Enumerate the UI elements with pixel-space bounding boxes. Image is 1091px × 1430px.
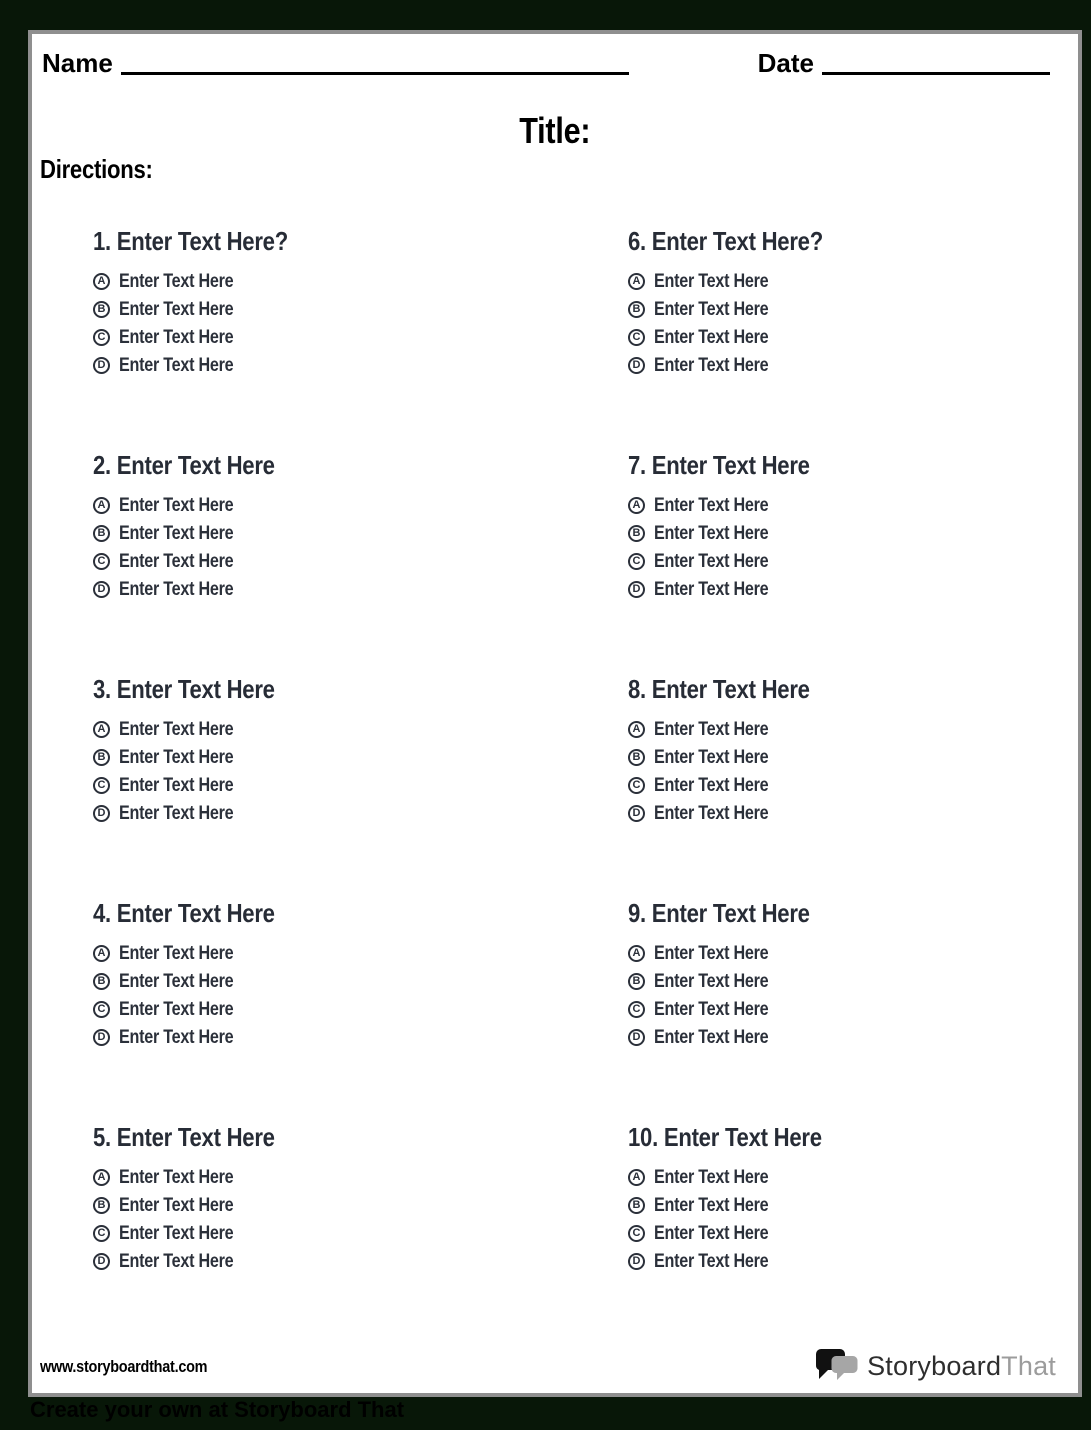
option-letter-badge: A [628, 945, 645, 962]
question-block-5 [93, 1124, 628, 1348]
option-letter-badge: C [628, 1225, 645, 1242]
option-letter-badge: B [628, 973, 645, 990]
answer-option [628, 995, 1088, 1023]
option-text: Enter Text Here [654, 718, 769, 740]
worksheet-page [28, 30, 1082, 1397]
option-text: Enter Text Here [119, 494, 234, 516]
question-block-1 [93, 228, 628, 452]
option-letter-badge: D [628, 581, 645, 598]
option-text: Enter Text Here [654, 298, 769, 320]
answer-option [93, 547, 628, 575]
logo-wordmark [867, 1351, 1056, 1382]
option-letter-badge: A [628, 273, 645, 290]
question-block-7 [628, 452, 1088, 676]
question-block-6 [628, 228, 1088, 452]
answer-option [93, 295, 628, 323]
question-block-4 [93, 900, 628, 1124]
option-letter-badge: B [628, 749, 645, 766]
option-letter-badge: B [628, 1197, 645, 1214]
option-text: Enter Text Here [119, 1250, 234, 1272]
option-letter-badge: D [628, 805, 645, 822]
option-letter-badge: C [628, 777, 645, 794]
answer-option [93, 519, 628, 547]
question-title [628, 1124, 1088, 1150]
title-row [32, 112, 1078, 150]
question-block-3 [93, 676, 628, 900]
option-text: Enter Text Here [654, 1194, 769, 1216]
answer-option [93, 715, 628, 743]
option-letter-badge: A [93, 497, 110, 514]
answer-option [628, 939, 1088, 967]
option-text: Enter Text Here [654, 550, 769, 572]
question-title-text: 5. Enter Text Here [93, 1122, 275, 1152]
option-text: Enter Text Here [119, 1026, 234, 1048]
option-text: Enter Text Here [119, 578, 234, 600]
option-text: Enter Text Here [654, 1250, 769, 1272]
question-title [93, 228, 628, 254]
option-letter-badge: A [93, 1169, 110, 1186]
question-title [628, 676, 1088, 702]
option-text: Enter Text Here [654, 578, 769, 600]
option-letter-badge: B [93, 301, 110, 318]
question-title-text: 4. Enter Text Here [93, 898, 275, 928]
answer-option [628, 575, 1088, 603]
answer-option [628, 491, 1088, 519]
question-title [93, 676, 628, 702]
option-letter-badge: B [93, 973, 110, 990]
answer-option [93, 1191, 628, 1219]
option-letter-badge: C [93, 777, 110, 794]
answer-option [628, 771, 1088, 799]
answer-option [628, 351, 1088, 379]
answer-option [93, 939, 628, 967]
option-text: Enter Text Here [119, 1222, 234, 1244]
option-text: Enter Text Here [119, 354, 234, 376]
answer-option [93, 351, 628, 379]
answer-option [93, 799, 628, 827]
option-letter-badge: A [93, 273, 110, 290]
option-text: Enter Text Here [119, 298, 234, 320]
question-title-text: 3. Enter Text Here [93, 674, 275, 704]
website-url-text: www.storyboardthat.com [40, 1357, 208, 1376]
option-letter-badge: D [93, 1253, 110, 1270]
question-title [628, 900, 1088, 926]
option-text: Enter Text Here [119, 1194, 234, 1216]
question-title [93, 452, 628, 478]
answer-option [628, 967, 1088, 995]
answer-option [93, 967, 628, 995]
answer-option [93, 267, 628, 295]
option-text: Enter Text Here [654, 494, 769, 516]
answer-option [93, 1247, 628, 1275]
question-title [93, 1124, 628, 1150]
question-title [93, 900, 628, 926]
option-letter-badge: D [628, 1253, 645, 1270]
logo-text-light: That [1001, 1350, 1056, 1381]
option-letter-badge: A [93, 945, 110, 962]
option-text: Enter Text Here [654, 270, 769, 292]
option-text: Enter Text Here [654, 942, 769, 964]
question-block-10 [628, 1124, 1088, 1348]
question-title-text: 9. Enter Text Here [628, 898, 810, 928]
option-text: Enter Text Here [119, 746, 234, 768]
answer-option [628, 547, 1088, 575]
option-letter-badge: B [93, 749, 110, 766]
option-letter-badge: D [628, 357, 645, 374]
option-text: Enter Text Here [654, 802, 769, 824]
answer-option [628, 267, 1088, 295]
option-letter-badge: C [93, 1001, 110, 1018]
title-label: Title: [519, 110, 591, 151]
option-text: Enter Text Here [654, 746, 769, 768]
answer-option [93, 995, 628, 1023]
option-text: Enter Text Here [119, 998, 234, 1020]
answer-option [628, 1219, 1088, 1247]
question-block-8 [628, 676, 1088, 900]
option-letter-badge: D [93, 1029, 110, 1046]
speech-bubbles-icon [814, 1347, 860, 1385]
option-text: Enter Text Here [654, 774, 769, 796]
option-text: Enter Text Here [119, 270, 234, 292]
option-text: Enter Text Here [654, 1222, 769, 1244]
date-label: Date [757, 48, 814, 78]
name-date-row [42, 50, 1050, 76]
question-block-9 [628, 900, 1088, 1124]
option-text: Enter Text Here [119, 718, 234, 740]
question-title-text: 7. Enter Text Here [628, 450, 810, 480]
question-title-text: 2. Enter Text Here [93, 450, 275, 480]
website-url [40, 1357, 237, 1377]
answer-option [628, 1247, 1088, 1275]
question-block-2 [93, 452, 628, 676]
answer-option [93, 1163, 628, 1191]
question-title-text: 8. Enter Text Here [628, 674, 810, 704]
option-text: Enter Text Here [119, 970, 234, 992]
question-title-text: 1. Enter Text Here? [93, 226, 288, 256]
option-text: Enter Text Here [119, 1166, 234, 1188]
option-text: Enter Text Here [119, 550, 234, 572]
option-letter-badge: C [628, 1001, 645, 1018]
option-letter-badge: A [93, 721, 110, 738]
answer-option [93, 771, 628, 799]
answer-option [628, 1163, 1088, 1191]
option-text: Enter Text Here [119, 522, 234, 544]
questions-grid [93, 228, 1088, 1348]
option-letter-badge: B [628, 301, 645, 318]
question-title-text: 10. Enter Text Here [628, 1122, 822, 1152]
option-text: Enter Text Here [654, 326, 769, 348]
answer-option [93, 323, 628, 351]
answer-option [628, 519, 1088, 547]
answer-option [628, 743, 1088, 771]
answer-option [93, 491, 628, 519]
option-text: Enter Text Here [654, 970, 769, 992]
answer-option [93, 575, 628, 603]
option-text: Enter Text Here [654, 1026, 769, 1048]
answer-option [628, 323, 1088, 351]
option-text: Enter Text Here [119, 802, 234, 824]
question-title-text: 6. Enter Text Here? [628, 226, 823, 256]
question-title [628, 228, 1088, 254]
name-label: Name [42, 48, 113, 78]
option-letter-badge: D [93, 581, 110, 598]
option-letter-badge: C [93, 329, 110, 346]
option-letter-badge: A [628, 497, 645, 514]
option-letter-badge: B [628, 525, 645, 542]
directions-row [40, 155, 173, 183]
answer-option [93, 743, 628, 771]
answer-option [93, 1023, 628, 1051]
option-text: Enter Text Here [654, 354, 769, 376]
option-text: Enter Text Here [119, 326, 234, 348]
option-text: Enter Text Here [119, 942, 234, 964]
option-letter-badge: A [628, 1169, 645, 1186]
option-letter-badge: D [628, 1029, 645, 1046]
create-your-own-tagline: Create your own at Storyboard That [30, 1397, 405, 1422]
option-text: Enter Text Here [654, 998, 769, 1020]
logo-text-dark: Storyboard [867, 1350, 1002, 1381]
option-letter-badge: D [93, 357, 110, 374]
option-letter-badge: A [628, 721, 645, 738]
option-letter-badge: C [93, 1225, 110, 1242]
option-letter-badge: B [93, 1197, 110, 1214]
storyboardthat-logo [814, 1347, 1056, 1385]
option-text: Enter Text Here [119, 774, 234, 796]
option-letter-badge: C [628, 329, 645, 346]
directions-label: Directions: [40, 154, 153, 184]
option-letter-badge: C [628, 553, 645, 570]
answer-option [93, 1219, 628, 1247]
answer-option [628, 715, 1088, 743]
date-blank-line [822, 65, 1050, 75]
question-title [628, 452, 1088, 478]
option-letter-badge: B [93, 525, 110, 542]
name-blank-line [121, 65, 629, 75]
option-text: Enter Text Here [654, 522, 769, 544]
answer-option [628, 799, 1088, 827]
answer-option [628, 1023, 1088, 1051]
answer-option [628, 1191, 1088, 1219]
option-text: Enter Text Here [654, 1166, 769, 1188]
option-letter-badge: C [93, 553, 110, 570]
option-letter-badge: D [93, 805, 110, 822]
answer-option [628, 295, 1088, 323]
